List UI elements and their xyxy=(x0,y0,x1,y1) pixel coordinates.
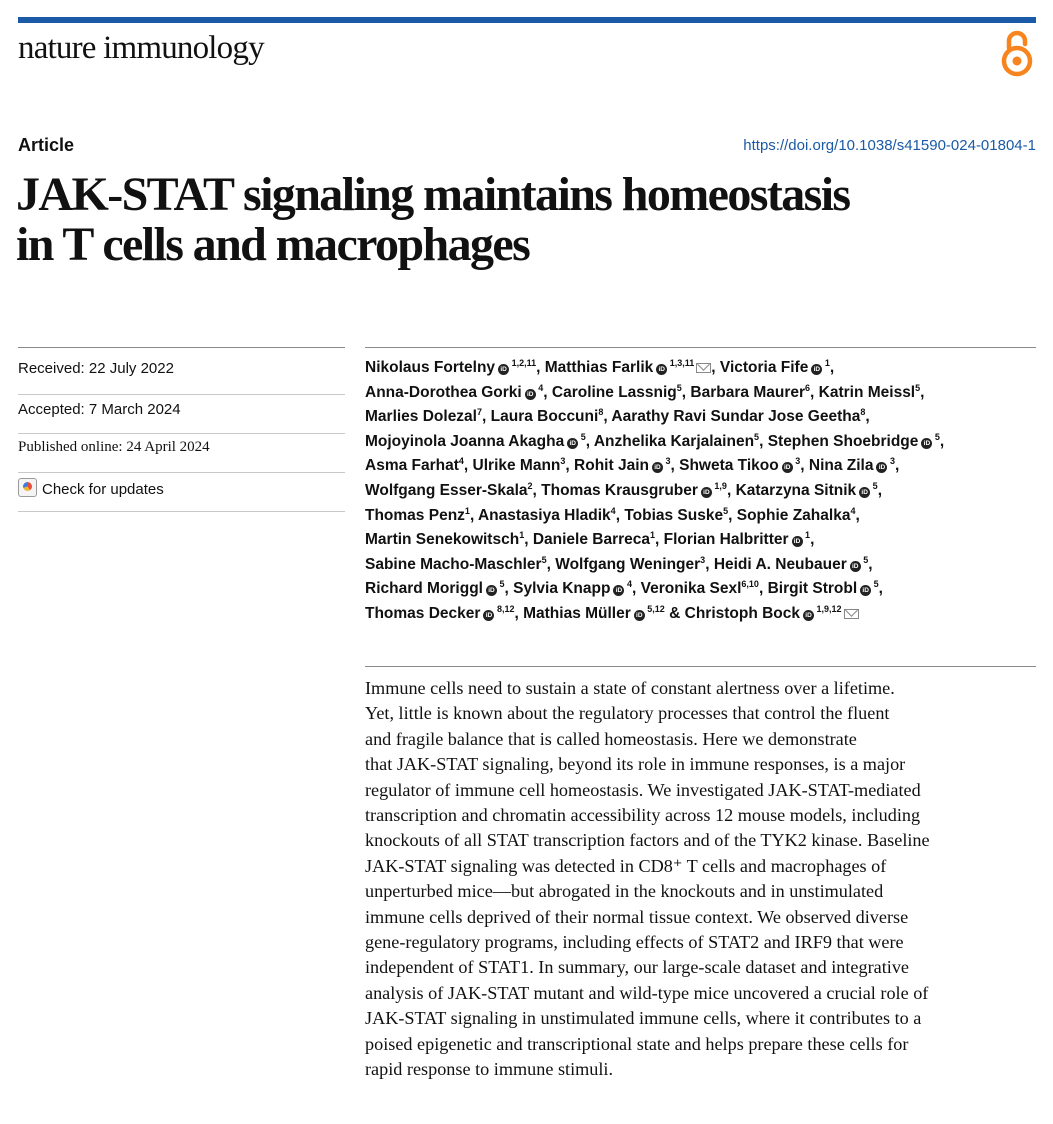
author-name[interactable]: Rohit Jain xyxy=(574,457,649,475)
check-for-updates-icon xyxy=(18,478,37,497)
affiliation-superscript: 1 xyxy=(802,530,811,541)
author-line: Richard Moriggl iD $^5$, Sylvia Knapp iD $^4$, Veronika Sexl$^{6,10}$, Birgit Strobl iD $^5$, xyxy=(365,579,883,598)
author-name[interactable]: Wolfgang Esser-Skala xyxy=(365,481,528,499)
author-name[interactable]: Anzhelika Karjalainen xyxy=(593,432,755,450)
author-name[interactable]: Barbara Maurer xyxy=(690,383,805,401)
check-for-updates-label: Check for updates xyxy=(42,481,164,498)
author-name[interactable]: Wolfgang Weninger xyxy=(555,555,701,573)
article-history xyxy=(18,356,345,512)
journal-name[interactable]: nature immunology xyxy=(18,30,264,66)
author-name[interactable]: Anna-Dorothea Gorki xyxy=(365,383,522,401)
doi-link[interactable]: https://doi.org/10.1038/s41590-024-01804-1 xyxy=(743,137,1036,154)
author-name[interactable]: Heidi A. Neubauer xyxy=(713,555,847,573)
divider xyxy=(365,347,1036,348)
check-for-updates-button[interactable] xyxy=(18,473,345,512)
author-name[interactable]: Thomas Decker xyxy=(365,604,481,622)
author-name[interactable]: Matthias Farlik xyxy=(544,359,654,376)
orcid-icon[interactable]: iD xyxy=(613,585,624,596)
author-list xyxy=(365,356,1045,627)
author-name[interactable]: Nikolaus Fortelny xyxy=(365,359,496,376)
orcid-icon[interactable]: iD xyxy=(498,364,509,375)
affiliation-superscript: 1,9,12 xyxy=(814,603,842,614)
orcid-icon[interactable]: iD xyxy=(859,487,870,498)
affiliation-superscript: 5 xyxy=(871,579,879,590)
author-line: Thomas Penz$^1$, Anastasiya Hladik$^4$, Tobias Suske$^5$, Sophie Zahalka$^4$, xyxy=(365,505,860,524)
article-title xyxy=(16,170,1036,270)
orcid-icon[interactable]: iD xyxy=(483,610,494,621)
email-icon[interactable] xyxy=(696,363,711,373)
affiliation-superscript: 5 xyxy=(541,554,547,565)
orcid-icon[interactable]: iD xyxy=(634,610,645,621)
author-name[interactable]: Stephen Shoebridge xyxy=(767,432,919,450)
affiliation-superscript: 8 xyxy=(598,407,604,418)
author-name[interactable]: Christoph Bock xyxy=(684,604,801,622)
author-line: Nikolaus Fortelny iD $^{1,2,11}$, Matthias Farlik iD $^{1,3,11}$ , Victoria Fife iD $^1$, xyxy=(365,358,835,376)
author-line: Wolfgang Esser-Skala$^2$, Thomas Krausgruber iD $^{1,9}$, Katarzyna Sitnik iD $^5$, xyxy=(365,480,882,499)
affiliation-superscript: 5,12 xyxy=(644,603,665,614)
affiliation-superscript: 6,10 xyxy=(741,579,759,590)
title-line-1: JAK-STAT signaling maintains homeostasis xyxy=(16,168,850,221)
author-name[interactable]: Victoria Fife xyxy=(719,359,809,376)
affiliation-superscript: 5 xyxy=(578,431,586,442)
affiliation-superscript: 5 xyxy=(860,554,869,565)
affiliation-superscript: 1 xyxy=(822,358,830,368)
affiliation-superscript: 5 xyxy=(870,480,878,491)
affiliation-superscript: 5 xyxy=(915,382,921,393)
author-name[interactable]: Martin Senekowitsch xyxy=(365,531,520,549)
author-name[interactable]: Mathias Müller xyxy=(523,604,631,622)
author-name[interactable]: Birgit Strobl xyxy=(767,580,858,598)
author-name[interactable]: Thomas Penz xyxy=(365,506,465,524)
article-type: Article xyxy=(18,135,75,155)
affiliation-superscript: 4 xyxy=(458,456,464,467)
orcid-icon[interactable]: iD xyxy=(792,536,803,547)
affiliation-superscript: 4 xyxy=(624,579,632,590)
author-name[interactable]: Laura Boccuni xyxy=(490,408,599,426)
author-name[interactable]: Sylvia Knapp xyxy=(513,580,611,598)
affiliation-superscript: 5 xyxy=(754,431,760,442)
affiliation-superscript: 5 xyxy=(676,382,682,393)
affiliation-superscript: 3 xyxy=(560,456,566,467)
author-line: Mojoyinola Joanna Akagha iD $^5$, Anzhelika Karjalainen$^5$, Stephen Shoebridge iD $^5$, xyxy=(365,431,945,450)
affiliation-superscript: 5 xyxy=(723,505,729,516)
author-name[interactable]: Shweta Tikoo xyxy=(679,457,779,475)
author-name[interactable]: Caroline Lassnig xyxy=(551,383,677,401)
affiliation-superscript: 5 xyxy=(496,579,505,590)
author-name[interactable]: Nina Zila xyxy=(808,457,874,475)
author-name[interactable]: Tobias Suske xyxy=(624,506,724,524)
author-name[interactable]: Katrin Meissl xyxy=(818,383,916,401)
orcid-icon[interactable]: iD xyxy=(782,462,793,473)
author-line: Thomas Decker iD $^{8,12}$, Mathias Müller iD $^{5,12}$ & Christoph Bock iD $^{1,9,12}$ xyxy=(365,602,1045,627)
orcid-icon[interactable]: iD xyxy=(921,438,932,449)
orcid-icon[interactable]: iD xyxy=(701,487,712,498)
affiliation-superscript: 8 xyxy=(860,407,866,418)
orcid-icon[interactable]: iD xyxy=(803,610,814,621)
author-line: Marlies Dolezal$^7$, Laura Boccuni$^8$, Aarathy Ravi Sundar Jose Geetha$^8$, xyxy=(365,407,870,426)
author-line: Sabine Macho-Maschler$^5$, Wolfgang Weninger$^3$, Heidi A. Neubauer iD $^5$, xyxy=(365,554,873,573)
affiliation-superscript: 1,9 xyxy=(711,480,727,491)
affiliation-superscript: 4 xyxy=(610,505,616,516)
top-accent-bar xyxy=(18,17,1036,23)
affiliation-superscript: 1,3,11 xyxy=(667,358,695,368)
author-name[interactable]: Thomas Krausgruber xyxy=(541,481,698,499)
author-name[interactable]: Sabine Macho-Maschler xyxy=(365,555,542,573)
affiliation-superscript: 1 xyxy=(464,505,470,516)
affiliation-superscript: 6 xyxy=(805,382,811,393)
published-date: Published online: 24 April 2024 xyxy=(18,434,345,473)
orcid-icon[interactable]: iD xyxy=(876,462,887,473)
affiliation-superscript: 3 xyxy=(887,456,895,467)
accepted-date: Accepted: 7 March 2024 xyxy=(18,395,345,434)
orcid-icon[interactable]: iD xyxy=(525,389,536,400)
author-name[interactable]: Richard Moriggl xyxy=(365,580,483,598)
divider xyxy=(365,666,1036,667)
affiliation-superscript: 8,12 xyxy=(494,603,515,614)
received-date: Received: 22 July 2022 xyxy=(18,356,345,395)
author-name[interactable]: Veronika Sexl xyxy=(640,580,742,598)
author-name[interactable]: Sophie Zahalka xyxy=(736,506,851,524)
affiliation-superscript: 7 xyxy=(477,407,483,418)
orcid-icon[interactable]: iD xyxy=(811,364,822,375)
author-name[interactable]: Florian Halbritter xyxy=(663,531,789,549)
abstract: Immune cells need to sustain a state of constant alertness over a lifetime. Yet, little is known about the regulatory processes that control the fluent and fragile balance that is called homeostasis. Here we demonstrate that JAK-STAT signaling, beyond its role in immune responses, is a major regulator of immune cell homeostasis. We investigated JAK-STAT-mediated transcription and chromatin accessibility across 12 mouse models, including knockouts of all STAT transcription factors and of the TYK2 kinase. Baseline JAK-STAT signaling was detected in CD8⁺ T cells and macrophages of unperturbed mice—but abrogated in the knockouts and in unstimulated immune cells deprived of their normal tissue context. We observed diverse gene-regulatory programs, including effects of STAT2 and IRF9 that were independent of STAT1. In summary, our large-scale dataset and integrative analysis of JAK-STAT mutant and wild-type mice uncovered a crucial role of JAK-STAT signaling in unstimulated immune cells, where it contributes to a poised epigenetic and transcriptional state and helps prepare these cells for rapid response to immune stimuli. xyxy=(365,678,930,1080)
author-name[interactable]: Katarzyna Sitnik xyxy=(735,481,857,499)
author-name[interactable]: Marlies Dolezal xyxy=(365,408,477,426)
author-line: Anna-Dorothea Gorki iD $^4$, Caroline Lassnig$^5$, Barbara Maurer$^6$, Katrin Meissl$^5$, xyxy=(365,382,925,401)
author-name[interactable]: Daniele Barreca xyxy=(532,531,651,549)
orcid-icon[interactable]: iD xyxy=(486,585,497,596)
author-name[interactable]: Anastasiya Hladik xyxy=(477,506,611,524)
affiliation-superscript: 4 xyxy=(850,505,856,516)
affiliation-superscript: 3 xyxy=(792,456,801,467)
author-name[interactable]: Mojoyinola Joanna Akagha xyxy=(365,432,565,450)
affiliation-superscript: 5 xyxy=(932,431,940,442)
orcid-icon[interactable]: iD xyxy=(567,438,578,449)
orcid-icon[interactable]: iD xyxy=(652,462,663,473)
affiliation-superscript: 1 xyxy=(519,530,525,541)
affiliation-superscript: 1 xyxy=(650,530,656,541)
orcid-icon[interactable]: iD xyxy=(656,364,667,375)
title-line-2: in T cells and macrophages xyxy=(16,218,530,271)
open-access-icon[interactable] xyxy=(1000,28,1034,78)
author-line: Martin Senekowitsch$^1$, Daniele Barreca$^1$, Florian Halbritter iD $^1$, xyxy=(365,530,815,549)
affiliation-superscript: 3 xyxy=(662,456,671,467)
affiliation-superscript: 3 xyxy=(700,554,706,565)
orcid-icon[interactable]: iD xyxy=(850,561,861,572)
affiliation-superscript: 1,2,11 xyxy=(509,358,537,368)
affiliation-superscript: 2 xyxy=(527,480,533,491)
email-icon[interactable] xyxy=(844,609,859,619)
affiliation-superscript: 4 xyxy=(535,382,544,393)
author-line: Asma Farhat$^4$, Ulrike Mann$^3$, Rohit Jain iD $^3$, Shweta Tikoo iD $^3$, Nina Zila iD $^3$, xyxy=(365,456,900,475)
divider xyxy=(18,347,345,348)
author-name[interactable]: Ulrike Mann xyxy=(472,457,561,475)
author-name[interactable]: Aarathy Ravi Sundar Jose Geetha xyxy=(611,408,861,426)
author-name[interactable]: Asma Farhat xyxy=(365,457,459,475)
orcid-icon[interactable]: iD xyxy=(860,585,871,596)
